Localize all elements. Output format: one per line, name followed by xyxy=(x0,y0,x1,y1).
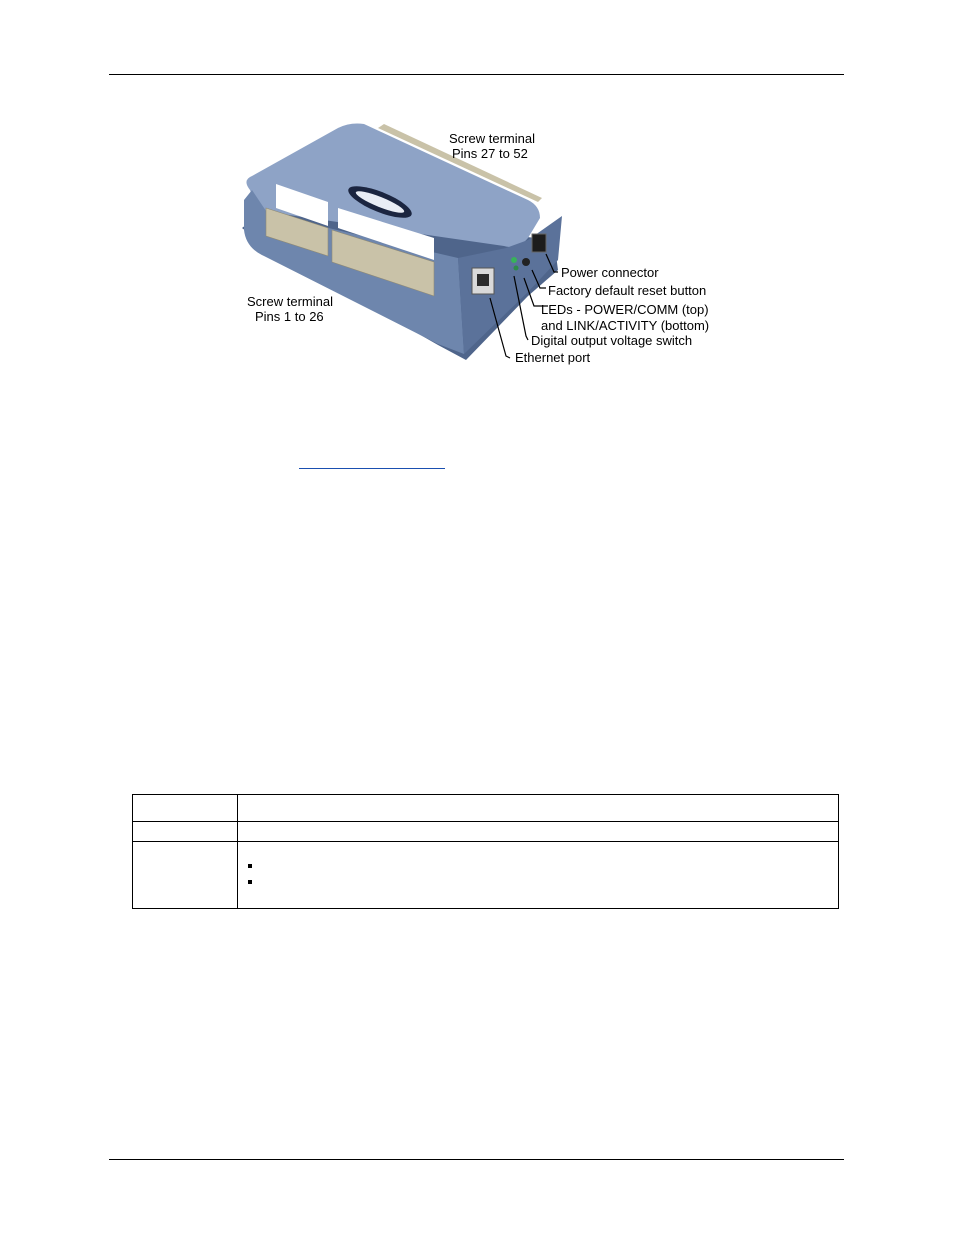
led-bottom xyxy=(514,266,519,271)
table-cell xyxy=(238,842,839,909)
list-item xyxy=(246,875,830,891)
power-connector-shape xyxy=(532,234,546,252)
list-item xyxy=(246,859,830,875)
footer-rule xyxy=(109,1159,844,1160)
cross-reference-link[interactable] xyxy=(299,452,445,468)
callout-leds-2: and LINK/ACTIVITY (bottom) xyxy=(541,318,710,333)
led-top xyxy=(511,257,517,263)
callout-screw-bottom-2: Pins 1 to 26 xyxy=(255,309,324,324)
callout-ethernet-port: Ethernet port xyxy=(515,350,591,365)
table-row xyxy=(133,795,839,822)
table-cell xyxy=(133,842,238,909)
table-row xyxy=(133,822,839,842)
callout-screw-bottom-1: Screw terminal xyxy=(247,294,333,309)
callout-screw-top-1: Screw terminal xyxy=(449,131,535,146)
table-cell xyxy=(133,822,238,842)
header-rule xyxy=(109,74,844,75)
callout-power-connector: Power connector xyxy=(561,265,659,280)
callout-reset-button: Factory default reset button xyxy=(548,283,707,298)
bullet-square-icon xyxy=(248,864,252,868)
table-row xyxy=(133,842,839,909)
spec-table xyxy=(132,794,839,909)
bullet-list xyxy=(246,859,830,891)
table-cell xyxy=(238,795,839,822)
table-cell xyxy=(133,795,238,822)
reset-button-shape xyxy=(522,258,530,266)
callout-dio-switch: Digital output voltage switch xyxy=(531,333,693,348)
bullet-square-icon xyxy=(248,880,252,884)
callout-leds-1: LEDs - POWER/COMM (top) xyxy=(541,302,709,317)
callout-screw-top-2: Pins 27 to 52 xyxy=(452,146,528,161)
link-underline xyxy=(299,468,445,469)
table-cell xyxy=(238,822,839,842)
